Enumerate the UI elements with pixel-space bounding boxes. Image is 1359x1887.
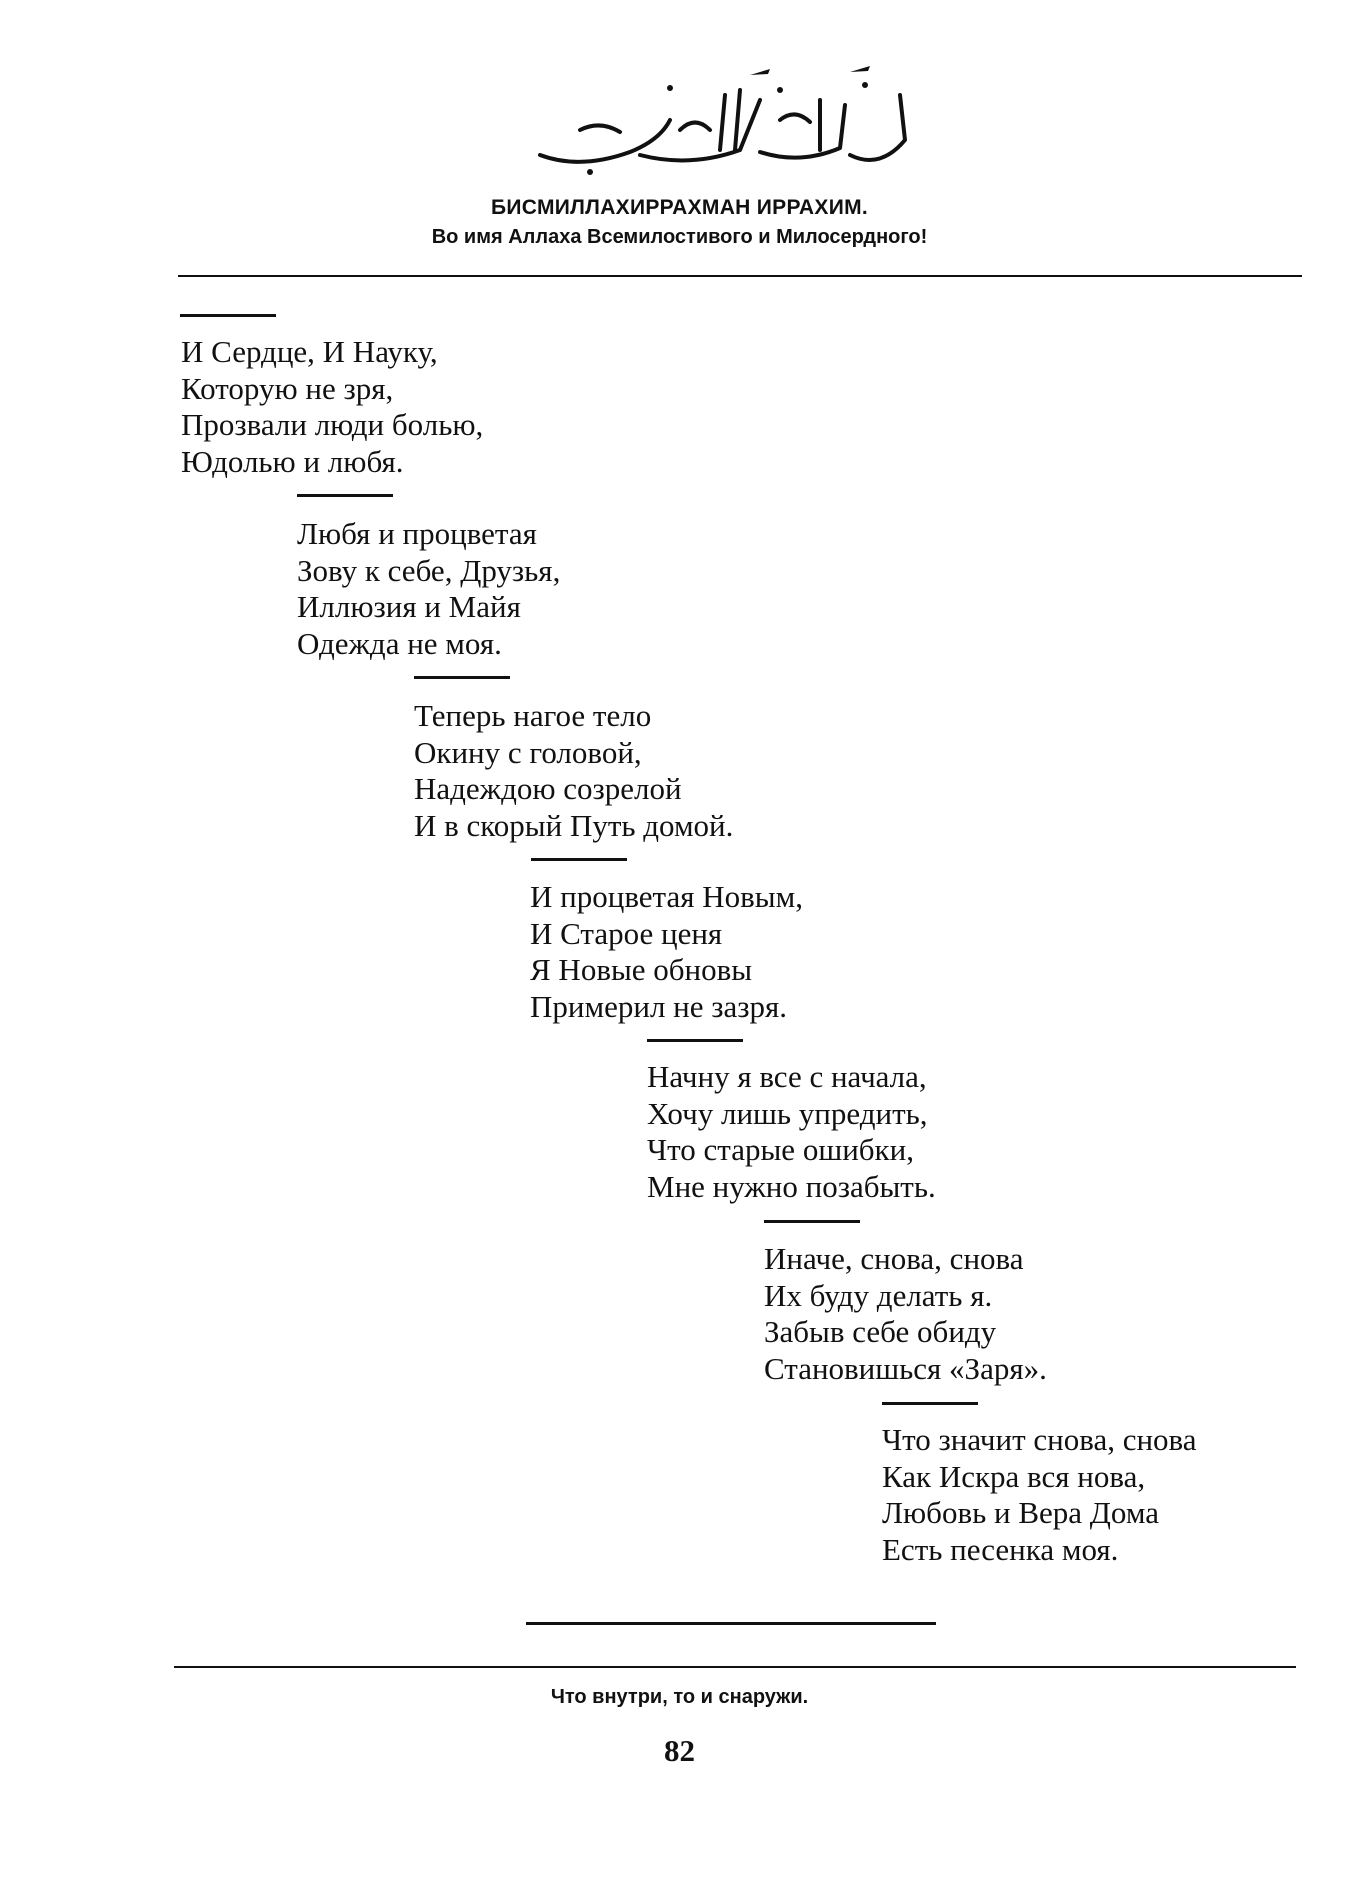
stanza-1 xyxy=(181,334,483,480)
poem-line: Что старые ошибки, xyxy=(647,1132,914,1167)
poem-line: Начну я все с начала, xyxy=(647,1059,927,1094)
header-transliteration: БИСМИЛЛАХИРРАХМАН ИРРАХИМ. xyxy=(490,196,869,219)
poem-line: Примерил не зазря. xyxy=(530,988,788,1024)
stanza-7 xyxy=(882,1422,1197,1568)
stanza-dash-5 xyxy=(647,1039,743,1042)
stanza-dash-3 xyxy=(414,676,510,679)
poem-line: Надеждою созрелой xyxy=(414,771,682,806)
poem-line: Прозвали люди болью, xyxy=(181,407,484,442)
poem-end-divider xyxy=(526,1622,936,1625)
footer-motto: Что внутри, то и снаружи. xyxy=(550,1686,809,1708)
stanza-4 xyxy=(530,879,803,1025)
stanza-dash-6 xyxy=(764,1220,860,1223)
stanza-dash-7 xyxy=(882,1402,978,1405)
poem-line: Есть песенка моя. xyxy=(882,1531,1119,1567)
poem-line: Любовь и Вера Дома xyxy=(882,1495,1159,1530)
poem-line: И процветая Новым, xyxy=(530,879,803,914)
poem-line: Зову к себе, Друзья, xyxy=(297,552,561,588)
stanza-2 xyxy=(297,516,560,662)
poem-line: Юдолью и любя. xyxy=(181,443,404,479)
stanza-dash-1 xyxy=(180,314,276,317)
poem-line: И в скорый Путь домой. xyxy=(414,807,734,843)
poem-line: Которую не зря, xyxy=(181,370,394,406)
poem-line: Теперь нагое тело xyxy=(414,698,652,733)
poem-line: Забыв себе обиду xyxy=(764,1314,997,1349)
poem-line: Их буду делать я. xyxy=(764,1277,993,1313)
poem-line: И Старое ценя xyxy=(530,915,723,951)
poem-line: Окину с головой, xyxy=(414,734,642,770)
stanza-5 xyxy=(647,1059,936,1205)
poem-line: Я Новые обновы xyxy=(530,952,753,987)
stanza-6 xyxy=(764,1241,1047,1387)
poem-line: Становишься «Заря». xyxy=(764,1350,1047,1386)
poem-line: Мне нужно позабыть. xyxy=(647,1168,936,1204)
footer-divider xyxy=(174,1666,1296,1668)
header-translation: Во имя Аллаха Всемилостивого и Милосердного! xyxy=(431,226,928,248)
stanza-dash-4 xyxy=(531,858,627,861)
poem-line: Хочу лишь упредить, xyxy=(647,1095,928,1131)
poem-line: Иллюзия и Майя xyxy=(297,589,521,624)
stanza-3 xyxy=(414,698,733,844)
poem-line: Что значит снова, снова xyxy=(882,1422,1197,1457)
poem-line: Как Искра вся нова, xyxy=(882,1458,1146,1494)
stanza-dash-2 xyxy=(297,494,393,497)
page-number: 82 xyxy=(664,1733,695,1768)
poem-line: Одежда не моя. xyxy=(297,625,502,661)
top-divider xyxy=(178,275,1302,277)
poem-line: Иначе, снова, снова xyxy=(764,1241,1024,1276)
poem-line: И Сердце, И Науку, xyxy=(181,334,438,369)
poem-line: Любя и процветая xyxy=(297,516,537,551)
basmala-calligraphy xyxy=(520,60,920,180)
